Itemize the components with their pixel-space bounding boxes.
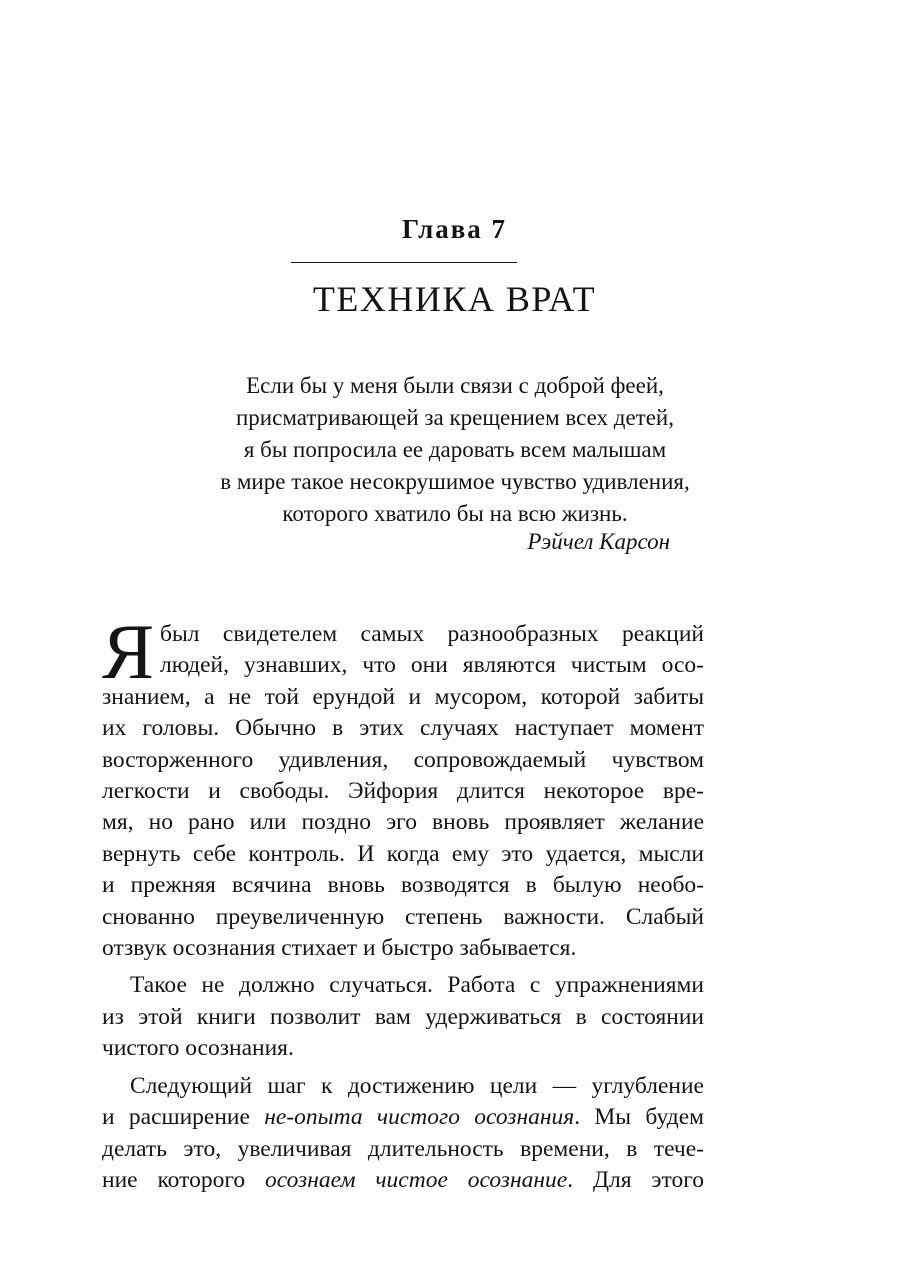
text-line: снованно преувеличенную степень важности. Слабый <box>102 903 704 930</box>
epigraph-line: присматривающей за крещением всех детей, <box>236 405 674 430</box>
text-run: . Мы будем <box>574 1104 705 1131</box>
paragraph-2 <box>102 970 704 1064</box>
text-line <box>102 1165 704 1196</box>
text-line: мя, но рано или поздно эго вновь проявляет желание <box>102 809 704 836</box>
text-line: чистого осознания. <box>102 1035 294 1062</box>
epigraph-line: я бы попросила ее даровать всем малышам <box>243 437 667 462</box>
epigraph-author: Рэйчел Карсон <box>527 529 670 554</box>
epigraph-line: в мире такое несокрушимое чувство удивления, <box>220 469 690 494</box>
epigraph-line: которого хватило бы на всю жизнь. <box>282 501 628 526</box>
emphasis-text: не-опыта чистого осознания <box>264 1104 575 1131</box>
text-run: и расширение <box>102 1104 265 1131</box>
text-line: из этой книги позволит вам удерживаться в состоянии <box>102 1003 704 1030</box>
text-line <box>102 1102 704 1133</box>
text-line: вернуть себе контроль. И когда ему это удается, мысли <box>102 840 704 867</box>
text-line: Следующий шаг к достижению цели — углубление <box>130 1072 704 1099</box>
text-line: людей, узнавших, что они являются чистым осо- <box>160 652 704 679</box>
body-text <box>102 608 705 1202</box>
chapter-divider <box>291 262 517 263</box>
text-line: восторженного удивления, сопровождаемый чувством <box>102 746 704 773</box>
text-line: Такое не должно случаться. Работа с упражнениями <box>130 972 704 999</box>
text-run: . Для этого <box>567 1166 705 1193</box>
text-line: был свидетелем самых разнообразных реакций <box>160 621 704 647</box>
text-line: знанием, а не той ерундой и мусором, которой забиты <box>102 683 704 710</box>
text-line: отзвук осознания стихает и быстро забывается. <box>102 935 577 962</box>
paragraph-3 <box>102 1071 704 1197</box>
text-line: делать это, увеличивая длительность времени, в тече- <box>102 1135 704 1162</box>
epigraph <box>100 370 810 530</box>
text-line: и прежняя всячина вновь возводятся в былую необо- <box>102 872 704 899</box>
epigraph-line: Если бы у меня были связи с доброй феей, <box>246 373 664 398</box>
text-line: легкости и свободы. Эйфория длится некоторое вре- <box>102 778 704 805</box>
text-run: ние которого <box>102 1166 266 1193</box>
text-line: их головы. Обычно в этих случаях наступает момент <box>102 715 704 742</box>
paragraph-1 <box>102 608 704 964</box>
chapter-title: ТЕХНИКА ВРАТ <box>312 279 597 319</box>
drop-cap: Я <box>102 608 155 695</box>
chapter-label: Глава 7 <box>401 214 508 244</box>
emphasis-text: осознаем чистое осознание <box>265 1166 568 1193</box>
